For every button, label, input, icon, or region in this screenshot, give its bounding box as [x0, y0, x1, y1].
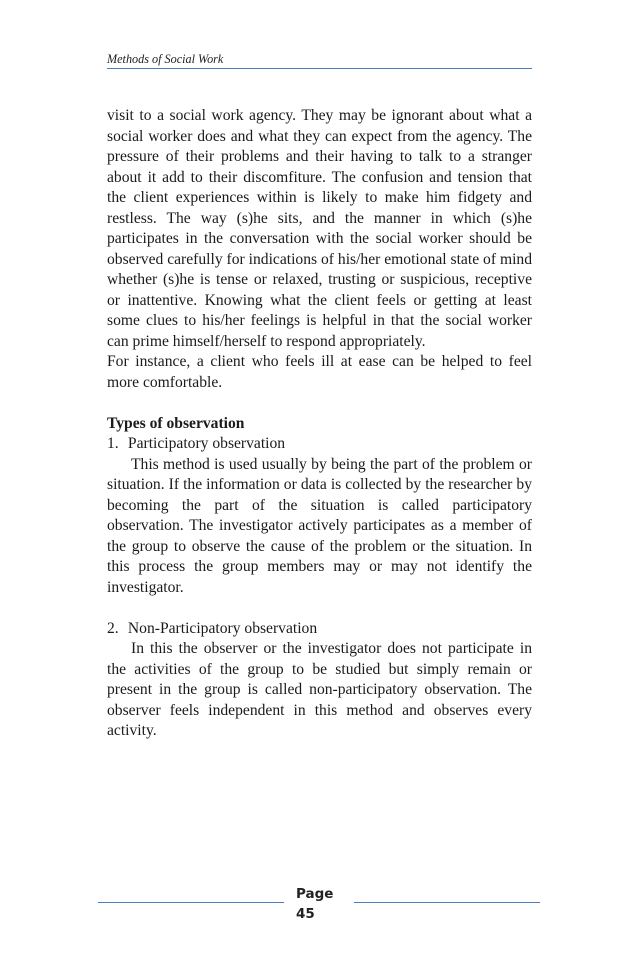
- list-item-heading-2: [107, 619, 532, 640]
- section-heading: Types of observation: [107, 414, 245, 432]
- list-item-text-1: This method is used usually by being the part of the problem or situation. If the information or data is collected by the researcher by becoming the part of the situation is called participatory observation. The investigator actively participates as a member of the group to observe the cause of the problem or the situation. In this process the group members may or may not identify the investigator.: [107, 455, 532, 596]
- list-item-heading-1: [107, 434, 532, 455]
- page-number: 45: [296, 906, 315, 922]
- list-item-title-1: Participatory observation: [127, 435, 286, 452]
- page-number-block: [296, 884, 346, 924]
- list-item-number-2: 2.: [107, 619, 119, 637]
- body-paragraph-2: For instance, a client who feels ill at ease can be helped to feel more comfortable.: [107, 353, 532, 391]
- page-label: Page: [296, 886, 334, 902]
- body-paragraph-1: visit to a social work agency. They may be ignorant about what a social worker does and what they can expect from the agency. The pressure of their problems and their having to talk to a stranger about it add to their discomfiture. The confusion and tension that the client experiences within is likely to make him fidgety and restless. The way (s)he sits, and the manner in which (s)he participates in the conversation with the social worker should be observed carefully for indications of his/her emotional state of mind whether (s)he is tense or relaxed, trusting or suspicious, receptive or inattentive. Knowing what the client feels or getting at least some clues to his/her feelings is helpful in that the social worker can prime himself/herself to respond appropriately.: [107, 107, 532, 350]
- spacer: [107, 393, 532, 414]
- spacer: [107, 598, 532, 619]
- list-item-number-1: 1.: [107, 435, 119, 452]
- list-item-text-2: In this the observer or the investigator does not participate in the activities of the group to be studied but simply remain or present in the group is called non-participatory observation. The observer feels independent in this method and observes every activity.: [107, 640, 532, 739]
- footer-rule-left: [98, 902, 284, 903]
- header-title: Methods of Social Work: [107, 52, 224, 66]
- running-header: [107, 52, 532, 69]
- footer-rule-right: [354, 902, 540, 903]
- page-body: [107, 106, 532, 742]
- page-footer: [0, 884, 638, 928]
- list-item-title-2: Non-Participatory observation: [127, 619, 318, 637]
